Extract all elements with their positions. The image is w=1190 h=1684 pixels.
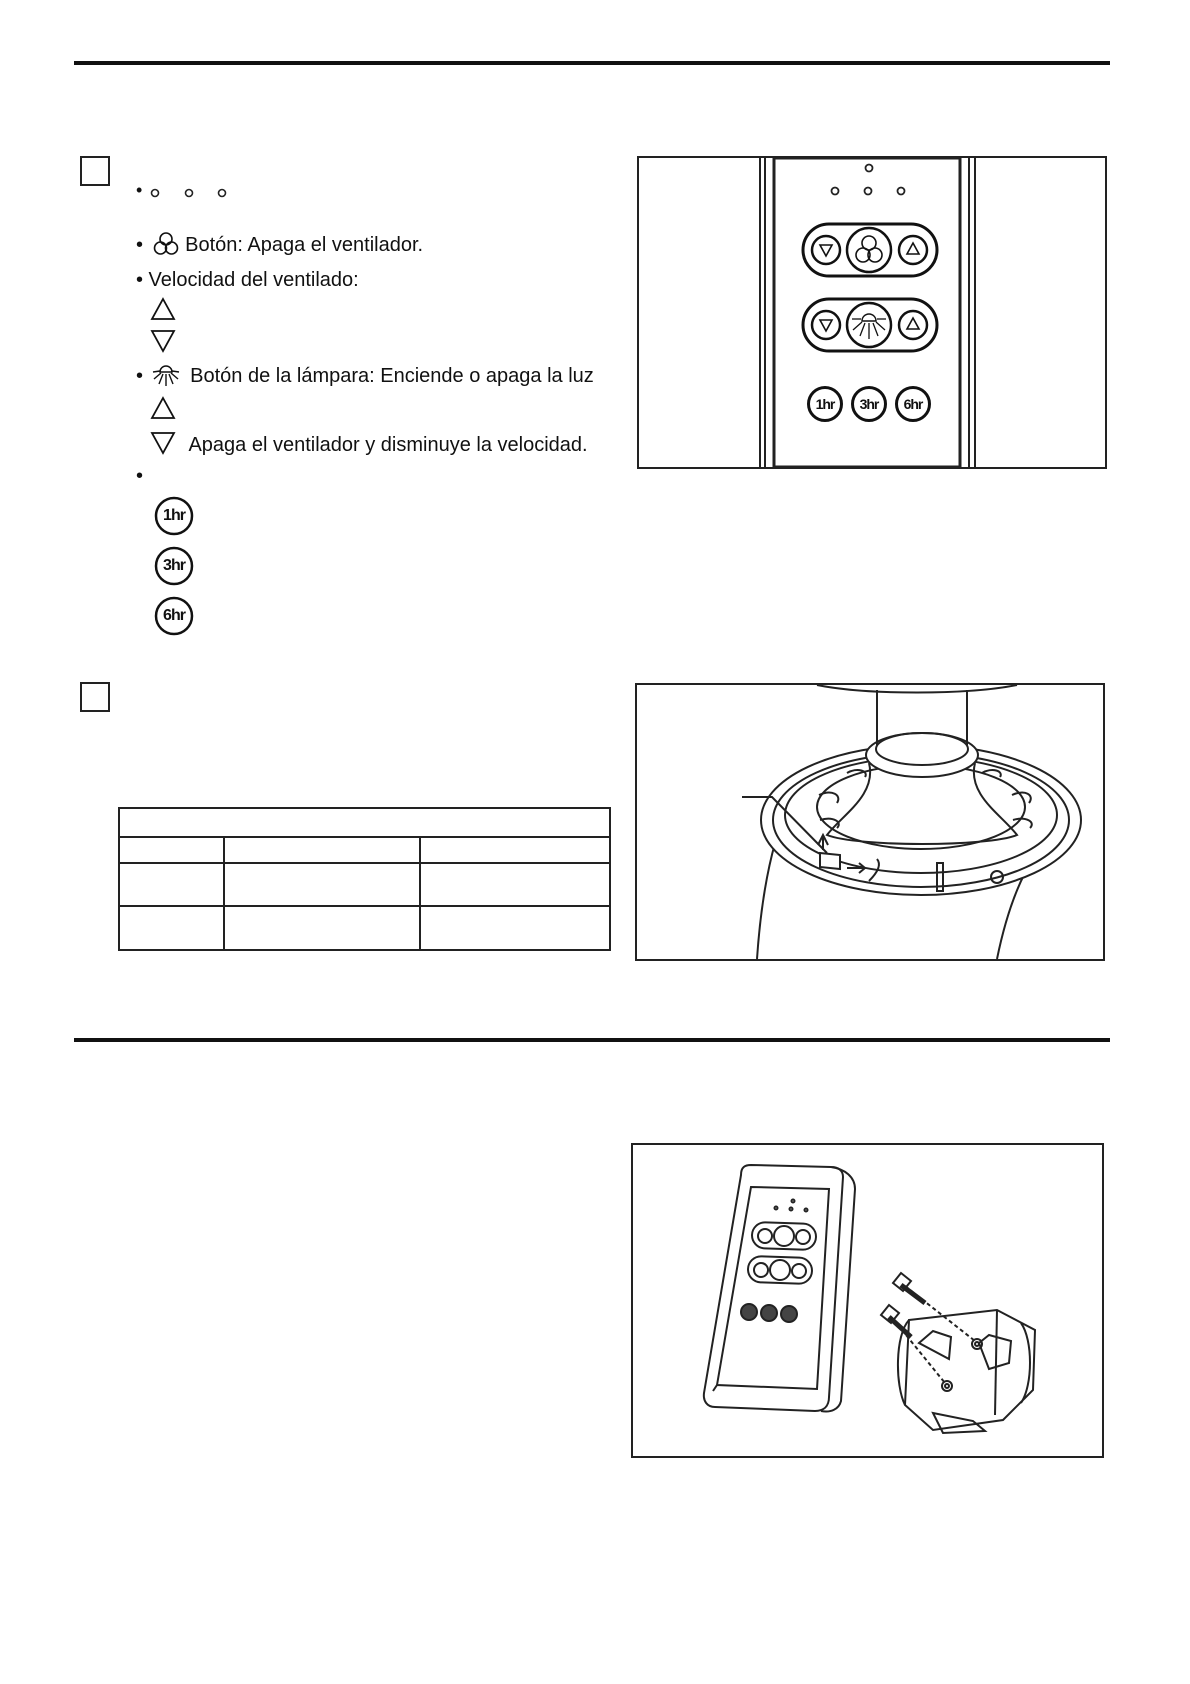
indicator-lights-icon <box>136 183 246 203</box>
table-rule <box>223 836 225 949</box>
timer-1hr-icon <box>154 496 194 536</box>
remote-holder-figure <box>631 1143 1104 1458</box>
timer-6hr-label: 6hr <box>163 607 185 624</box>
table-rule <box>120 836 609 838</box>
fan-button-line <box>136 231 423 257</box>
speed-label: • Velocidad del ventilado: <box>136 269 359 291</box>
top-rule <box>74 61 1110 65</box>
fan-icon <box>153 231 179 257</box>
triangle-down-icon <box>150 328 176 354</box>
fan-base-figure <box>635 683 1105 961</box>
table-rule <box>120 862 609 864</box>
triangle-up-icon <box>150 296 176 322</box>
down-desc-text: Apaga el ventilador y disminuye la velocidad. <box>188 434 588 456</box>
triangle-up-icon <box>150 395 176 421</box>
section-1-checkbox[interactable] <box>80 156 110 186</box>
middle-rule <box>74 1038 1110 1042</box>
remote-timer-6hr-button <box>895 386 931 422</box>
remote-timer-3hr-button <box>851 386 887 422</box>
down-desc-line <box>150 430 588 457</box>
section-2-checkbox[interactable] <box>80 682 110 712</box>
bullet: • <box>136 234 144 256</box>
timer-3hr-label: 3hr <box>163 557 185 574</box>
remote-timer-1hr-label: 1hr <box>815 396 835 412</box>
timer-3hr-icon <box>154 546 194 586</box>
indicator-bullet: • <box>136 180 143 200</box>
remote-timer-6hr-label: 6hr <box>903 396 923 412</box>
settings-table <box>118 807 611 951</box>
timer-bullet: • <box>136 465 144 487</box>
fan-button-text: Botón: Apaga el ventilador. <box>185 234 424 256</box>
lamp-button-text: Botón de la lámpara: Enciende o apaga la luz <box>190 365 594 387</box>
timer-1hr-label: 1hr <box>163 507 185 524</box>
bullet: • <box>136 365 144 387</box>
timer-6hr-icon <box>154 596 194 636</box>
remote-timer-3hr-label: 3hr <box>859 396 879 412</box>
table-rule <box>419 836 421 949</box>
remote-panel-figure <box>637 156 1107 469</box>
remote-timer-1hr-button <box>807 386 843 422</box>
triangle-down-icon <box>150 430 176 456</box>
lamp-button-line <box>136 362 594 388</box>
lamp-icon <box>151 362 181 388</box>
table-rule <box>120 905 609 907</box>
indicator-legend <box>136 180 246 203</box>
